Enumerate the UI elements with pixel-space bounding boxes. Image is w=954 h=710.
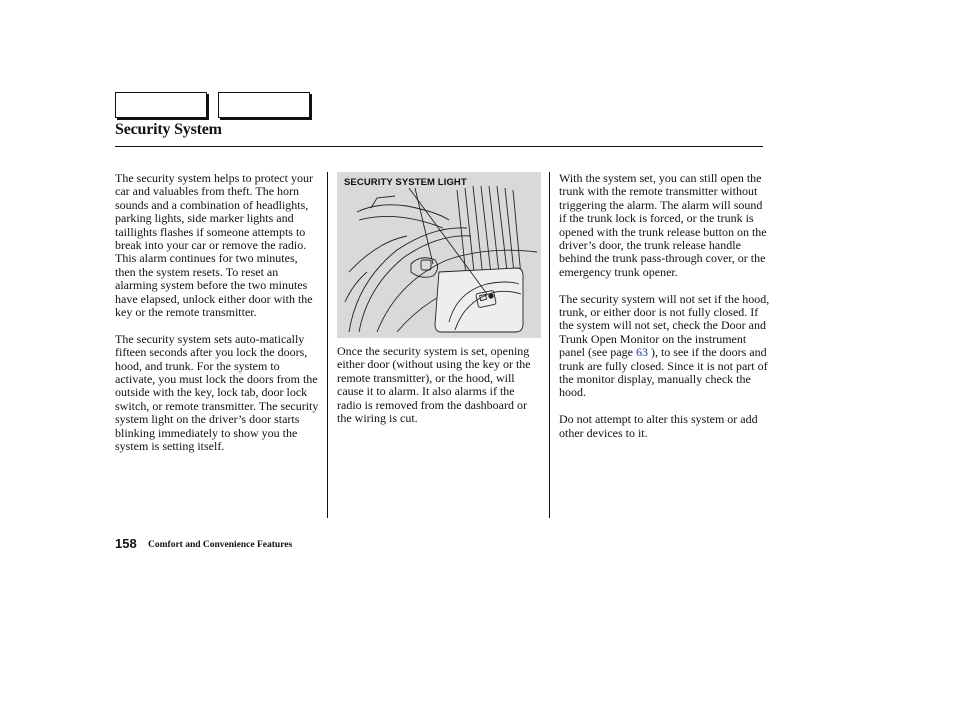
paragraph: Once the security system is set, opening either door (without using the key or the remote transmitter), or the hood, will cause it to alarm. It also alarms if the radio is removed from the dashboard or the wiring is cut. bbox=[337, 344, 531, 426]
text-column-2 bbox=[337, 345, 541, 439]
page-number: 158 bbox=[115, 536, 137, 551]
text-column-1 bbox=[115, 172, 319, 467]
column-divider-1 bbox=[327, 172, 328, 518]
paragraph-text: ), to see if the doors and trunk are fully closed. Since it is not part of the monitor display, manually check the hood. bbox=[559, 345, 768, 400]
paragraph: With the system set, you can still open the trunk with the remote transmitter without triggering the alarm. The alarm will sound if the trunk lock is forced, or the trunk is opened with the trunk release button on the driver’s door, the trunk release handle behind the trunk pass-through cover, or the emergency trunk opener. bbox=[559, 171, 767, 279]
paragraph: Do not attempt to alter this system or add other devices to it. bbox=[559, 412, 758, 440]
section-name: Comfort and Convenience Features bbox=[148, 540, 293, 550]
paragraph bbox=[559, 293, 771, 400]
door-panel-drawing bbox=[337, 172, 541, 338]
nav-tab-box-1[interactable] bbox=[115, 92, 207, 118]
paragraph: The security system helps to protect your car and valuables from theft. The horn sounds and a combination of headlights, parking lights, side marker lights and taillights flashes if someone attempts to break into your car or remove the radio. This alarm continues for two minutes, then the system resets. To reset an alarming system before the two minutes have elapsed, unlock either door with the key or the remote transmitter. bbox=[115, 171, 313, 320]
security-system-light-illustration bbox=[337, 172, 541, 338]
text-column-3 bbox=[559, 172, 771, 453]
page-63-link[interactable]: 63 bbox=[635, 345, 648, 360]
paragraph: The security system sets auto-matically fifteen seconds after you lock the doors, hood, and trunk. For the system to activate, you must lock the doors from the outside with the key, lock tab, door lock switch, or remote transmitter. The security system light on the driver’s door starts blinking immediately to show you the system is setting itself. bbox=[115, 331, 319, 454]
figure-label: SECURITY SYSTEM LIGHT bbox=[344, 177, 467, 188]
paragraph-text: The security system will not set if the hood, trunk, or either door is not fully closed. If the system will not set, check the Door and Trunk Open Monitor on the instrument panel (see page bbox=[559, 291, 770, 360]
title-rule bbox=[115, 146, 763, 147]
page-title: Security System bbox=[115, 121, 222, 138]
column-divider-2 bbox=[549, 172, 550, 518]
nav-tab-box-2[interactable] bbox=[218, 92, 310, 118]
